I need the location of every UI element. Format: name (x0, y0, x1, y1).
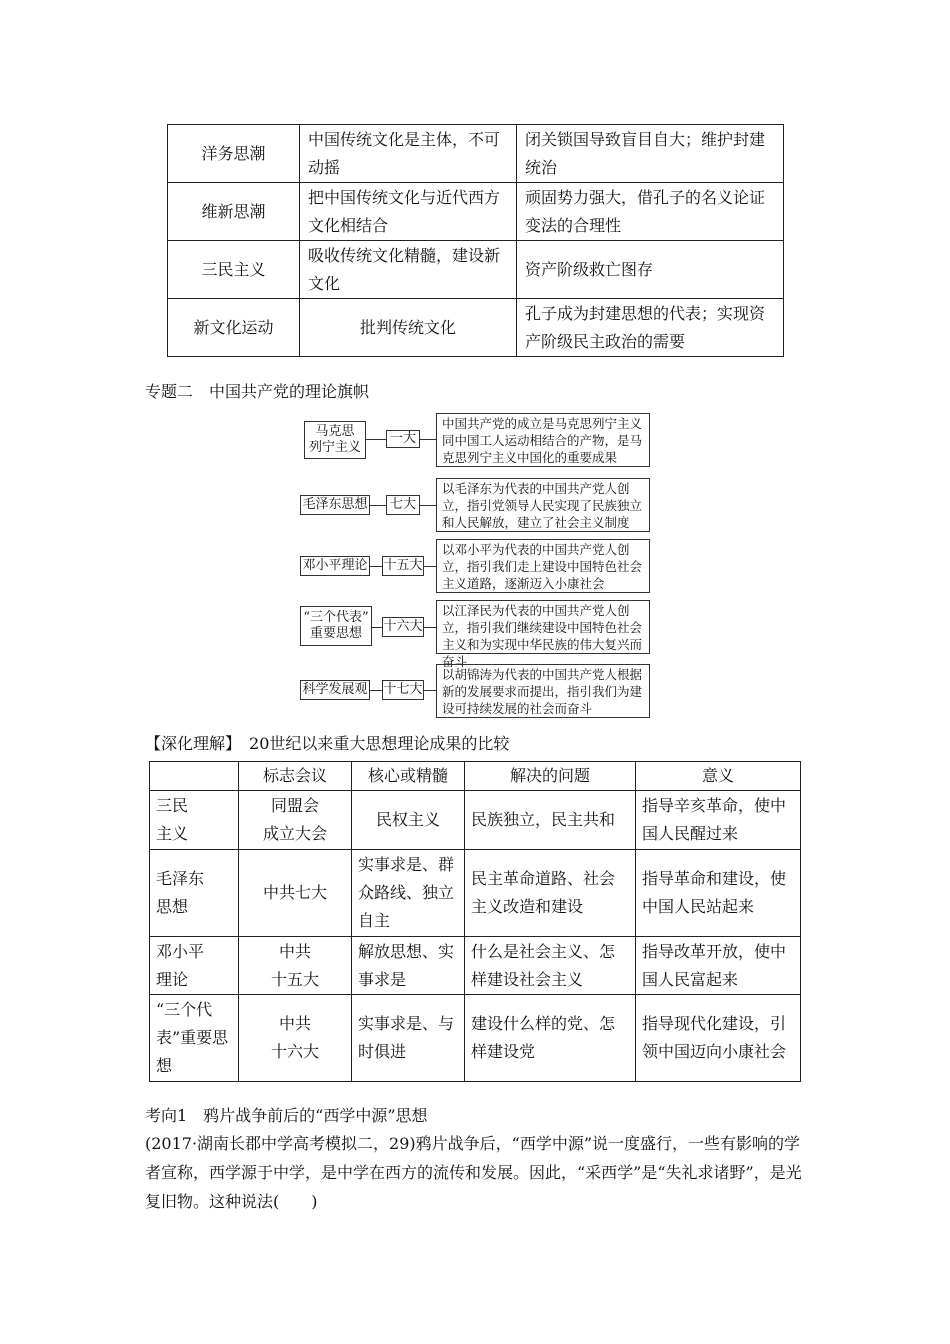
table-cell: 把中国传统文化与近代西方文化相结合 (300, 183, 517, 241)
table-cell: 顽固势力强大，借孔子的名义论证变法的合理性 (517, 183, 784, 241)
table-header: 标志会议 (239, 762, 352, 791)
table-cell: 实事求是、群众路线、独立自主 (352, 850, 465, 937)
description-box: 以毛泽东为代表的中国共产党人创立，指引党领导人民实现了民族独立和人民解放，建立了社会主义制度 (436, 478, 650, 532)
table-cell: 指导革命和建设，使中国人民站起来 (636, 850, 801, 937)
table-cell: 邓小平 理论 (150, 937, 239, 995)
table-row (150, 850, 801, 937)
connector-line (420, 439, 436, 440)
table-row (150, 791, 801, 850)
table-cell: 中共 十六大 (239, 995, 352, 1082)
connector-line (372, 627, 382, 628)
theory-node: 邓小平理论 (300, 556, 370, 576)
table-cell: 中共七大 (239, 850, 352, 937)
theory-node: 科学发展观 (300, 680, 370, 700)
table-cell: 闭关锁国导致盲目自大；维护封建统治 (517, 125, 784, 183)
comparison-table (149, 761, 801, 1082)
table-cell: 指导现代化建设，引领中国迈向小康社会 (636, 995, 801, 1082)
connector-line (370, 505, 386, 506)
deepen-title: 20世纪以来重大思想理论成果的比较 (249, 734, 510, 753)
connector-line (424, 566, 436, 567)
connector-line (366, 439, 386, 440)
table-cell: 维新思潮 (168, 183, 300, 241)
table-cell: 资产阶级救亡图存 (517, 241, 784, 299)
table-cell: 民主革命道路、社会主义改造和建设 (465, 850, 636, 937)
connector-line (370, 690, 382, 691)
table-cell: 洋务思潮 (168, 125, 300, 183)
table-row (168, 125, 784, 183)
description-box: 以胡锦涛为代表的中国共产党人根据新的发展要求而提出，指引我们为建设可持续发展的社会而奋斗 (436, 664, 650, 718)
table-cell: 实事求是、与时俱进 (352, 995, 465, 1082)
table-cell: 解放思想、实事求是 (352, 937, 465, 995)
table-cell: 吸收传统文化精髓，建设新文化 (300, 241, 517, 299)
table-cell: 建设什么样的党、怎样建设党 (465, 995, 636, 1082)
congress-node: 十六大 (382, 617, 424, 637)
table-cell: 三民主义 (168, 241, 300, 299)
table-row (168, 183, 784, 241)
thought-table (167, 124, 784, 357)
table-cell: “三个代表”重要思想 (150, 995, 239, 1082)
congress-node: 七大 (386, 495, 420, 515)
table-cell: 什么是社会主义、怎样建设社会主义 (465, 937, 636, 995)
table-row (150, 937, 801, 995)
deepen-label: 【深化理解】 (145, 734, 242, 753)
table-cell: 民族独立，民主共和 (465, 791, 636, 850)
theory-node: 毛泽东思想 (300, 495, 370, 515)
table-row (168, 299, 784, 357)
table-cell: 指导改革开放，使中国人民富起来 (636, 937, 801, 995)
table-header-row (150, 762, 801, 791)
description-box: 中国共产党的成立是马克思列宁主义同中国工人运动相结合的产物，是马克思列宁主义中国化的重要成果 (436, 413, 650, 467)
table-cell: 新文化运动 (168, 299, 300, 357)
table-cell: 民权主义 (352, 791, 465, 850)
table-cell: 孔子成为封建思想的代表；实现资产阶级民主政治的需要 (517, 299, 784, 357)
connector-line (424, 627, 436, 628)
table-header: 意义 (636, 762, 801, 791)
congress-node: 十五大 (382, 556, 424, 576)
question-heading: 考向1 鸦片战争前后的“西学中源”思想 (145, 1106, 428, 1125)
table-cell: 批判传统文化 (300, 299, 517, 357)
description-box: 以邓小平为代表的中国共产党人创立，指引我们走上建设中国特色社会主义道路，逐渐迈入小康社会 (436, 539, 650, 593)
table-cell: 同盟会 成立大会 (239, 791, 352, 850)
section-title: 专题二 中国共产党的理论旗帜 (145, 382, 370, 401)
table-cell: 毛泽东 思想 (150, 850, 239, 937)
table-header (150, 762, 239, 791)
table-cell: 中国传统文化是主体，不可动摇 (300, 125, 517, 183)
theory-node: 马克思 列宁主义 (304, 421, 366, 459)
description-box: 以江泽民为代表的中国共产党人创立，指引我们继续建设中国特色社会主义和为实现中华民族的伟大复兴而奋斗 (436, 600, 650, 654)
theory-node: “三个代表” 重要思想 (300, 606, 372, 646)
table-cell: 指导辛亥革命，使中国人民醒过来 (636, 791, 801, 850)
table-row (150, 995, 801, 1082)
question-body: (2017·湖南长郡中学高考模拟二，29)鸦片战争后，“西学中源”说一度盛行，一些有影响的学者宣称，西学源于中学，是中学在西方的流传和发展。因此，“采西学”是“失礼求诸野”，是光复旧物。这种说法( ) (145, 1134, 802, 1211)
table-header: 核心或精髓 (352, 762, 465, 791)
connector-line (420, 505, 436, 506)
connector-line (424, 690, 436, 691)
table-cell: 三民 主义 (150, 791, 239, 850)
deepen-heading (145, 730, 509, 758)
congress-node: 一大 (386, 430, 420, 448)
table-row (168, 241, 784, 299)
table-cell: 中共 十五大 (239, 937, 352, 995)
table-header: 解决的问题 (465, 762, 636, 791)
connector-line (370, 566, 382, 567)
congress-node: 十七大 (382, 680, 424, 700)
